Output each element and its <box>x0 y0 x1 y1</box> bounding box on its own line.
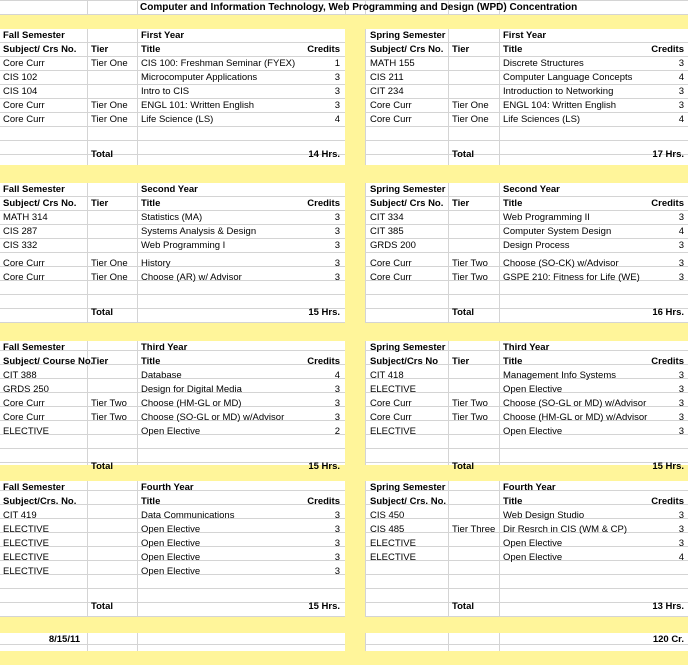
course-title[interactable]: ENGL 101: Written English <box>141 100 254 111</box>
semester-label[interactable]: Fall Semester <box>3 482 65 493</box>
grid-row-line <box>0 392 688 393</box>
course-credits[interactable]: 3 <box>334 258 340 269</box>
total-hours[interactable]: 14 Hrs. <box>308 149 340 160</box>
grid-row-line <box>0 546 688 547</box>
course-title[interactable]: Computer System Design <box>503 226 612 237</box>
course-title[interactable]: GSPE 210: Fitness for Life (WE) <box>503 272 640 283</box>
semester-label[interactable]: Fall Semester <box>3 342 65 353</box>
course-subject[interactable]: ELECTIVE <box>3 552 49 563</box>
course-tier[interactable]: Tier Two <box>452 412 488 423</box>
course-subject[interactable]: CIS 211 <box>370 72 404 83</box>
total-label[interactable]: Total <box>91 149 113 160</box>
course-title[interactable]: Open Elective <box>141 426 201 437</box>
total-label[interactable]: Total <box>452 461 474 472</box>
total-label[interactable]: Total <box>452 601 474 612</box>
course-credits[interactable]: 3 <box>678 86 684 97</box>
course-subject[interactable]: Core Curr <box>3 58 45 69</box>
course-title[interactable]: Systems Analysis & Design <box>141 226 257 237</box>
course-credits[interactable]: 4 <box>334 370 340 381</box>
course-credits[interactable]: 3 <box>678 524 684 535</box>
course-tier[interactable]: Tier Two <box>452 272 488 283</box>
column-header-tier[interactable]: Tier <box>91 198 109 209</box>
course-title[interactable]: Web Design Studio <box>503 510 585 521</box>
course-subject[interactable]: ELECTIVE <box>3 524 49 535</box>
course-subject[interactable]: CIS 104 <box>3 86 38 97</box>
course-credits[interactable]: 3 <box>678 510 684 521</box>
center-highlight-band <box>345 15 365 665</box>
course-credits[interactable]: 3 <box>678 370 684 381</box>
column-header-title[interactable]: Title <box>503 496 523 507</box>
date-cell[interactable]: 8/15/11 <box>48 634 80 645</box>
course-title[interactable]: Life Science (LS) <box>141 114 214 125</box>
course-credits[interactable]: 3 <box>334 412 340 423</box>
total-label[interactable]: Total <box>452 307 474 318</box>
grid-row-line <box>0 504 688 505</box>
column-header-credits[interactable]: Credits <box>307 356 340 367</box>
course-credits[interactable]: 3 <box>334 86 340 97</box>
course-tier[interactable]: Tier One <box>91 272 128 283</box>
total-hours[interactable]: 15 Hrs. <box>652 461 684 472</box>
year-label[interactable]: Fourth Year <box>141 482 194 493</box>
course-title[interactable]: Choose (AR) w/ Advisor <box>141 272 242 283</box>
total-hours[interactable]: 17 Hrs. <box>652 149 684 160</box>
course-subject[interactable]: CIS 332 <box>3 240 38 251</box>
course-subject[interactable]: Core Curr <box>370 272 412 283</box>
course-subject[interactable]: ELECTIVE <box>370 426 416 437</box>
course-tier[interactable]: Tier Two <box>452 258 488 269</box>
course-title[interactable]: Open Elective <box>503 552 563 563</box>
grid-row-line <box>0 350 688 351</box>
column-header-title[interactable]: Title <box>141 356 161 367</box>
grid-row-line <box>0 294 688 295</box>
sheet-title: Computer and Information Technology, Web Programming and Design (WPD) Concentration <box>140 2 578 13</box>
highlight-band <box>0 651 688 665</box>
course-title[interactable]: Web Programming I <box>141 240 226 251</box>
semester-label[interactable]: Spring Semester <box>370 342 446 353</box>
course-title[interactable]: Microcomputer Applications <box>141 72 258 83</box>
course-credits[interactable]: 3 <box>678 398 684 409</box>
course-subject[interactable]: Core Curr <box>3 272 45 283</box>
course-title[interactable]: Introduction to Networking <box>503 86 614 97</box>
course-credits[interactable]: 1 <box>334 58 340 69</box>
course-title[interactable]: Computer Language Concepts <box>503 72 633 83</box>
column-header-credits[interactable]: Credits <box>651 44 684 55</box>
course-title[interactable]: Life Sciences (LS) <box>503 114 581 125</box>
total-label[interactable]: Total <box>452 149 474 160</box>
course-credits[interactable]: 3 <box>678 240 684 251</box>
course-subject[interactable]: Core Curr <box>3 258 45 269</box>
course-subject[interactable]: Core Curr <box>370 258 412 269</box>
highlight-band <box>0 617 688 633</box>
column-header-tier[interactable]: Tier <box>452 356 470 367</box>
course-subject[interactable]: CIT 334 <box>370 212 404 223</box>
course-title[interactable]: Database <box>141 370 182 381</box>
course-credits[interactable]: 3 <box>334 510 340 521</box>
column-header-title[interactable]: Title <box>503 198 523 209</box>
total-label[interactable]: Total <box>91 601 113 612</box>
course-credits[interactable]: 3 <box>678 58 684 69</box>
course-title[interactable]: Data Communications <box>141 510 235 521</box>
course-title[interactable]: Open Elective <box>141 524 201 535</box>
course-tier[interactable]: Tier One <box>91 258 128 269</box>
course-tier[interactable]: Tier Two <box>91 412 127 423</box>
course-subject[interactable]: CIS 450 <box>370 510 405 521</box>
course-title[interactable]: Choose (SO-GL or MD) w/Advisor <box>503 398 647 409</box>
course-credits[interactable]: 3 <box>678 384 684 395</box>
course-subject[interactable]: MATH 314 <box>3 212 48 223</box>
course-credits[interactable]: 4 <box>678 72 684 83</box>
column-header-subject[interactable]: Subject/ Crs No. <box>3 198 77 209</box>
grid-row-line <box>0 644 688 645</box>
course-title[interactable]: ENGL 104: Written English <box>503 100 616 111</box>
course-credits[interactable]: 3 <box>334 524 340 535</box>
course-subject[interactable]: ELECTIVE <box>3 426 49 437</box>
year-label[interactable]: Third Year <box>141 342 188 353</box>
course-subject[interactable]: ELECTIVE <box>3 538 49 549</box>
course-title[interactable]: CIS 100: Freshman Seminar (FYEX) <box>141 58 296 69</box>
course-title[interactable]: Design Process <box>503 240 570 251</box>
course-subject[interactable]: CIT 388 <box>3 370 37 381</box>
course-credits[interactable]: 4 <box>334 114 340 125</box>
course-credits[interactable]: 2 <box>334 426 340 437</box>
total-hours[interactable]: 13 Hrs. <box>652 601 684 612</box>
course-credits[interactable]: 3 <box>678 412 684 423</box>
column-header-subject[interactable]: Subject/ Crs No. <box>370 198 444 209</box>
course-subject[interactable]: ELECTIVE <box>370 384 416 395</box>
course-title[interactable]: Choose (HM-GL or MD) w/Advisor <box>503 412 648 423</box>
course-subject[interactable]: CIT 418 <box>370 370 404 381</box>
total-hours[interactable]: 15 Hrs. <box>308 307 340 318</box>
course-tier[interactable]: Tier One <box>452 100 489 111</box>
course-tier[interactable]: Tier Two <box>91 398 127 409</box>
semester-label[interactable]: Spring Semester <box>370 184 446 195</box>
total-label[interactable]: Total <box>91 307 113 318</box>
column-header-credits[interactable]: Credits <box>307 198 340 209</box>
course-credits[interactable]: 4 <box>678 114 684 125</box>
course-title[interactable]: History <box>141 258 171 269</box>
column-header-credits[interactable]: Credits <box>651 496 684 507</box>
course-subject[interactable]: Core Curr <box>370 114 412 125</box>
course-tier[interactable]: Tier One <box>91 100 128 111</box>
course-credits[interactable]: 3 <box>678 272 684 283</box>
column-header-credits[interactable]: Credits <box>307 44 340 55</box>
grid-row-line <box>0 490 688 491</box>
column-header-tier[interactable]: Tier <box>91 44 109 55</box>
column-header-subject[interactable]: Subject/ Crs No. <box>3 44 77 55</box>
year-label[interactable]: Fourth Year <box>503 482 556 493</box>
column-header-credits[interactable]: Credits <box>307 496 340 507</box>
course-credits[interactable]: 3 <box>334 398 340 409</box>
column-header-title[interactable]: Title <box>141 496 161 507</box>
course-title[interactable]: Statistics (MA) <box>141 212 203 223</box>
course-title[interactable]: Management Info Systems <box>503 370 616 381</box>
course-credits[interactable]: 3 <box>334 100 340 111</box>
course-subject[interactable]: CIS 485 <box>370 524 405 535</box>
grid-row-line <box>0 434 688 435</box>
course-credits[interactable]: 4 <box>678 226 684 237</box>
grid-row-line <box>0 518 688 519</box>
course-tier[interactable]: Tier One <box>91 58 128 69</box>
course-subject[interactable]: CIT 419 <box>3 510 37 521</box>
year-label[interactable]: Second Year <box>141 184 198 195</box>
semester-label[interactable]: Spring Semester <box>370 482 446 493</box>
course-tier[interactable]: Tier One <box>91 114 128 125</box>
course-subject[interactable]: CIT 385 <box>370 226 404 237</box>
course-title[interactable]: Open Elective <box>503 538 563 549</box>
year-label[interactable]: First Year <box>141 30 185 41</box>
column-header-subject[interactable]: Subject/ Crs No. <box>370 44 444 55</box>
course-subject[interactable]: Core Curr <box>3 398 45 409</box>
course-subject[interactable]: GRDS 250 <box>3 384 49 395</box>
column-header-subject[interactable]: Subject/ Crs. No. <box>370 496 447 507</box>
column-header-credits[interactable]: Credits <box>651 356 684 367</box>
course-credits[interactable]: 3 <box>678 212 684 223</box>
grid-row-line <box>0 252 688 253</box>
course-credits[interactable]: 3 <box>334 212 340 223</box>
course-subject[interactable]: CIS 287 <box>3 226 38 237</box>
column-header-title[interactable]: Title <box>503 44 523 55</box>
semester-label[interactable]: Fall Semester <box>3 184 65 195</box>
highlight-band <box>0 15 688 29</box>
highlight-band <box>0 165 688 183</box>
course-credits[interactable]: 3 <box>334 538 340 549</box>
course-title[interactable]: Design for Digital Media <box>141 384 242 395</box>
course-subject[interactable]: GRDS 200 <box>370 240 416 251</box>
total-label[interactable]: Total <box>91 461 113 472</box>
grid-row-line <box>0 140 688 141</box>
course-subject[interactable]: Core Curr <box>3 114 45 125</box>
course-subject[interactable]: Core Curr <box>3 412 45 423</box>
column-header-title[interactable]: Title <box>503 356 523 367</box>
highlight-band <box>0 323 688 341</box>
course-credits[interactable]: 3 <box>334 552 340 563</box>
course-subject[interactable]: ELECTIVE <box>3 566 49 577</box>
course-credits[interactable]: 3 <box>678 100 684 111</box>
course-subject[interactable]: ELECTIVE <box>370 552 416 563</box>
grid-row-line <box>0 574 688 575</box>
year-label[interactable]: Third Year <box>503 342 550 353</box>
course-credits[interactable]: 4 <box>678 552 684 563</box>
course-title[interactable]: Open Elective <box>141 552 201 563</box>
course-title[interactable]: Open Elective <box>141 566 201 577</box>
grand-total-cell[interactable]: 120 Cr. <box>652 634 684 645</box>
course-subject[interactable]: CIS 102 <box>3 72 38 83</box>
course-tier[interactable]: Tier Three <box>452 524 496 535</box>
column-header-tier[interactable]: Tier <box>91 356 109 367</box>
course-subject[interactable]: Core Curr <box>370 412 412 423</box>
total-hours[interactable]: 15 Hrs. <box>308 461 340 472</box>
year-label[interactable]: First Year <box>503 30 547 41</box>
course-tier[interactable]: Tier One <box>452 114 489 125</box>
course-title[interactable]: Discrete Structures <box>503 58 584 69</box>
course-title[interactable]: Open Elective <box>503 384 563 395</box>
course-title[interactable]: Open Elective <box>141 538 201 549</box>
course-subject[interactable]: Core Curr <box>370 100 412 111</box>
column-header-title[interactable]: Title <box>141 198 161 209</box>
course-subject[interactable]: Core Curr <box>370 398 412 409</box>
total-hours[interactable]: 15 Hrs. <box>308 601 340 612</box>
course-credits[interactable]: 3 <box>334 240 340 251</box>
column-header-subject[interactable]: Subject/Crs. No. <box>3 496 77 507</box>
column-header-title[interactable]: Title <box>141 44 161 55</box>
course-credits[interactable]: 3 <box>678 538 684 549</box>
year-label[interactable]: Second Year <box>503 184 560 195</box>
course-credits[interactable]: 3 <box>334 272 340 283</box>
course-title[interactable]: Choose (SO-CK) w/Advisor <box>503 258 619 269</box>
course-subject[interactable]: Core Curr <box>3 100 45 111</box>
column-header-tier[interactable]: Tier <box>452 44 470 55</box>
total-hours[interactable]: 16 Hrs. <box>652 307 684 318</box>
course-credits[interactable]: 3 <box>678 426 684 437</box>
semester-label[interactable]: Spring Semester <box>370 30 446 41</box>
course-title[interactable]: Web Programming II <box>503 212 590 223</box>
course-title[interactable]: Open Elective <box>503 426 563 437</box>
course-credits[interactable]: 3 <box>334 566 340 577</box>
course-subject[interactable]: ELECTIVE <box>370 538 416 549</box>
column-header-credits[interactable]: Credits <box>651 198 684 209</box>
course-title[interactable]: Choose (HM-GL or MD) <box>141 398 242 409</box>
course-title[interactable]: Intro to CIS <box>141 86 190 97</box>
course-credits[interactable]: 3 <box>334 72 340 83</box>
course-title[interactable]: Choose (SO-GL or MD) w/Advisor <box>141 412 285 423</box>
course-subject[interactable]: MATH 155 <box>370 58 415 69</box>
column-header-subject[interactable]: Subject/Crs No <box>370 356 439 367</box>
course-title[interactable]: Dir Resrch in CIS (WM & CP) <box>503 524 628 535</box>
course-credits[interactable]: 3 <box>334 226 340 237</box>
course-subject[interactable]: CIT 234 <box>370 86 404 97</box>
column-header-tier[interactable]: Tier <box>452 198 470 209</box>
grid-row-line <box>0 588 688 589</box>
grid-row-line <box>0 560 688 561</box>
semester-label[interactable]: Fall Semester <box>3 30 65 41</box>
column-header-subject[interactable]: Subject/ Course No. <box>3 356 94 367</box>
course-credits[interactable]: 3 <box>334 384 340 395</box>
grid-row-line <box>0 448 688 449</box>
course-credits[interactable]: 3 <box>678 258 684 269</box>
course-tier[interactable]: Tier Two <box>452 398 488 409</box>
